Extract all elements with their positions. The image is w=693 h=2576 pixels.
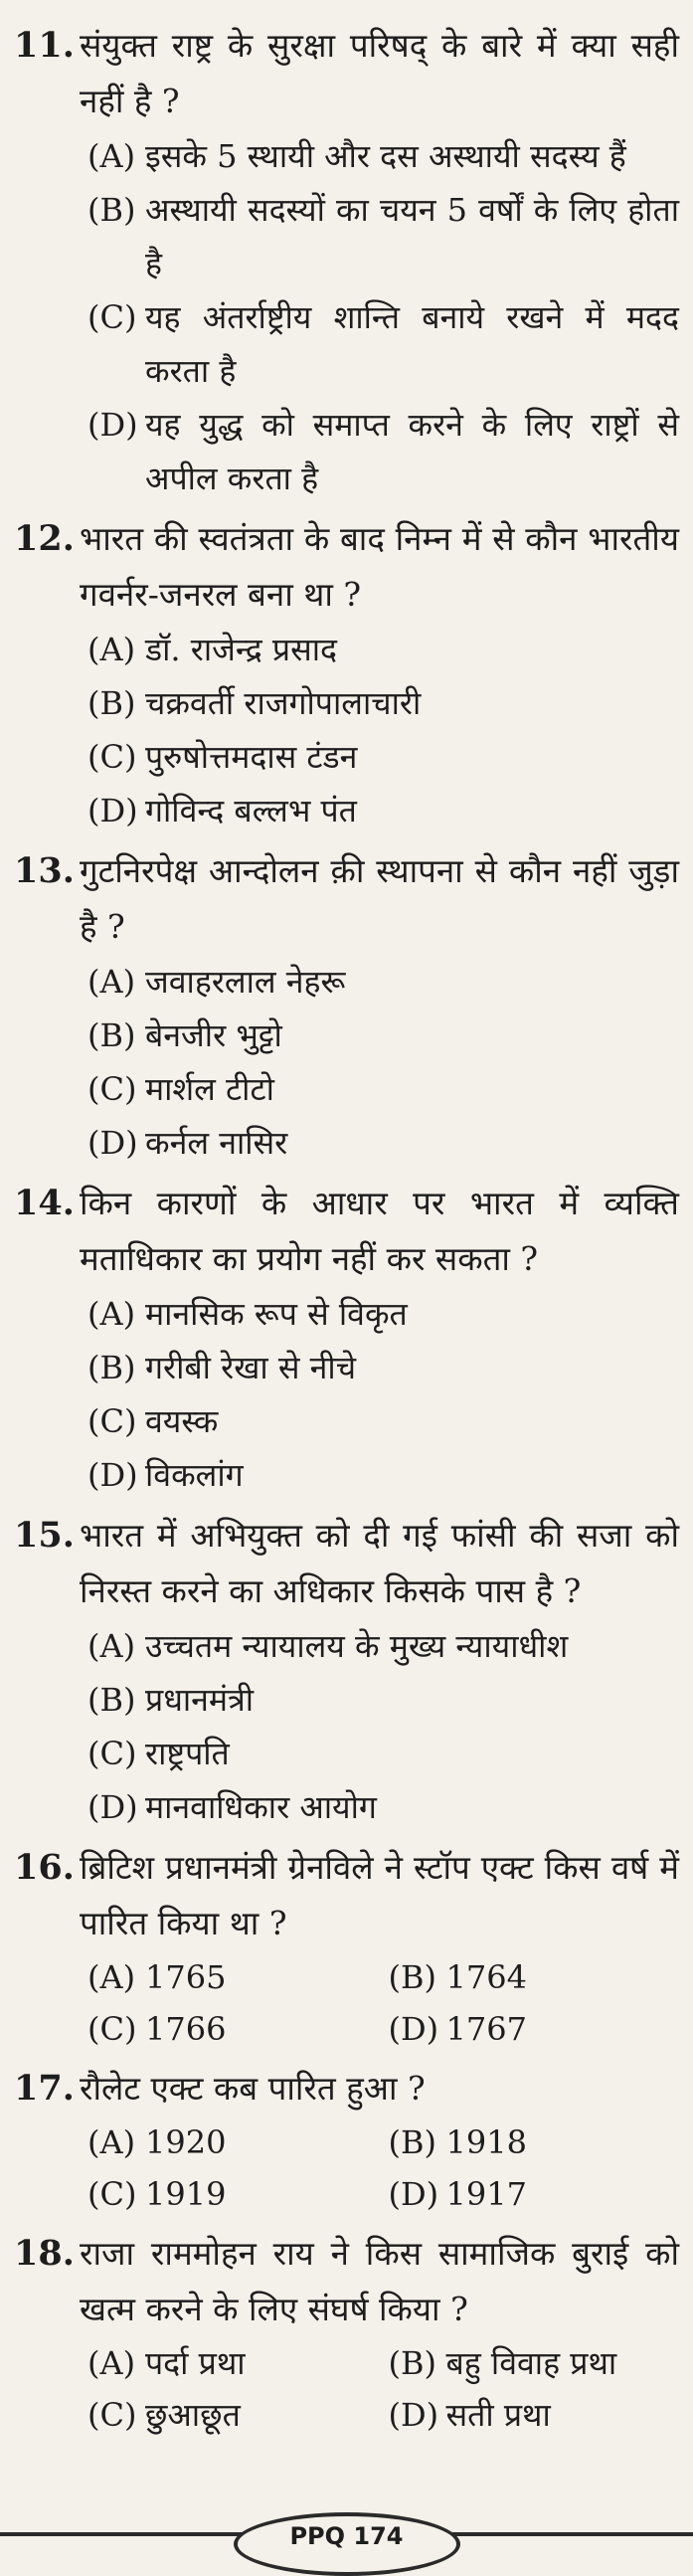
question-number: 18. xyxy=(14,2233,75,2274)
option-list xyxy=(80,1287,679,1502)
option-d[interactable] xyxy=(87,1116,679,1170)
option-d[interactable] xyxy=(87,784,679,837)
option-list xyxy=(80,129,679,505)
option-letter: (D) xyxy=(388,2010,439,2048)
option-a[interactable] xyxy=(87,1287,679,1341)
option-text: यह अंतर्राष्ट्रीय शान्ति बनाये रखने में मदद करता है xyxy=(145,298,679,390)
question-number: 14. xyxy=(14,1183,75,1223)
option-text: 1765 xyxy=(145,1958,227,1996)
option-letter: (B) xyxy=(87,1681,136,1719)
question-text: भारत की स्वतंत्रता के बाद निम्न में से कौन भारतीय गवर्नर-जनरल बना था ? xyxy=(80,519,679,614)
option-b[interactable] xyxy=(87,1009,679,1062)
question-text: गुटनिरपेक्ष आन्दोलन क़ी स्थापना से कौन नहीं जुड़ा है ? xyxy=(80,851,679,946)
option-text: 1766 xyxy=(145,2010,227,2048)
question-13 xyxy=(10,843,679,1170)
option-letter: (D) xyxy=(388,2396,439,2434)
option-text: 1767 xyxy=(445,2010,527,2048)
option-list xyxy=(80,955,679,1170)
option-letter: (D) xyxy=(87,1124,138,1162)
option-b[interactable] xyxy=(87,1341,679,1394)
option-d[interactable] xyxy=(87,1448,679,1502)
page-badge: PPQ 174 xyxy=(234,2512,460,2576)
option-text: 1764 xyxy=(445,1958,527,1996)
option-text: सती प्रथा xyxy=(445,2396,551,2434)
option-text: यह युद्ध को समाप्त करने के लिए राष्ट्रों से अपील करता है xyxy=(145,406,679,497)
option-text: बहु विवाह प्रथा xyxy=(445,2344,617,2382)
option-text: जवाहरलाल नेहरू xyxy=(145,963,346,1001)
option-letter: (C) xyxy=(87,2175,137,2213)
option-letter: (B) xyxy=(87,1349,136,1386)
option-d[interactable] xyxy=(87,1780,679,1834)
option-c[interactable] xyxy=(87,730,679,784)
option-letter: (D) xyxy=(388,2175,439,2213)
question-12 xyxy=(10,511,679,837)
option-text: पर्दा प्रथा xyxy=(145,2344,246,2382)
option-letter: (A) xyxy=(87,1295,136,1333)
option-letter: (C) xyxy=(87,1735,137,1772)
option-text: इसके 5 स्थायी और दस अस्थायी सदस्य हैं xyxy=(145,137,626,175)
option-d[interactable] xyxy=(87,398,679,505)
option-c[interactable] xyxy=(87,1727,679,1780)
option-text: मानसिक रूप से विकृत xyxy=(145,1295,408,1333)
option-letter: (D) xyxy=(87,1456,138,1494)
question-number: 12. xyxy=(14,518,75,559)
option-b[interactable] xyxy=(389,2337,680,2389)
option-letter: (C) xyxy=(87,1070,137,1108)
question-14 xyxy=(10,1176,679,1502)
option-text: छुआछूत xyxy=(145,2396,241,2434)
option-letter: (B) xyxy=(87,191,136,229)
option-c[interactable] xyxy=(87,2003,379,2055)
option-text: राष्ट्रपति xyxy=(145,1735,230,1772)
option-text: अस्थायी सदस्यों का चयन 5 वर्षों के लिए होता है xyxy=(145,191,679,282)
option-text: पुरुषोत्तमदास टंडन xyxy=(145,738,358,776)
option-letter: (A) xyxy=(87,963,136,1001)
option-letter: (C) xyxy=(87,738,137,776)
option-letter: (C) xyxy=(87,1402,137,1440)
option-text: विकलांग xyxy=(145,1456,244,1494)
option-a[interactable] xyxy=(87,1951,379,2003)
option-grid xyxy=(80,2337,679,2441)
option-letter: (D) xyxy=(87,406,138,444)
question-number: 17. xyxy=(14,2068,75,2109)
question-text: संयुक्त राष्ट्र के सुरक्षा परिषद् के बारे में क्या सही नहीं है ? xyxy=(80,26,679,120)
question-text: राजा राममोहन राय ने किस सामाजिक बुराई को खत्म करने के लिए संघर्ष किया ? xyxy=(80,2234,679,2328)
option-a[interactable] xyxy=(87,1619,679,1673)
question-number: 15. xyxy=(14,1515,75,1556)
option-d[interactable] xyxy=(389,2003,680,2055)
option-b[interactable] xyxy=(87,183,679,290)
question-number: 16. xyxy=(14,1847,75,1888)
option-text: बेनजीर भुट्टो xyxy=(145,1016,282,1054)
option-letter: (D) xyxy=(87,792,138,829)
option-c[interactable] xyxy=(87,2168,379,2220)
option-letter: (C) xyxy=(87,2010,137,2048)
option-text: 1917 xyxy=(445,2175,527,2213)
question-16 xyxy=(10,1840,679,2055)
question-17 xyxy=(10,2061,679,2220)
option-letter: (A) xyxy=(87,2123,136,2161)
option-text: डॉ. राजेन्द्र प्रसाद xyxy=(145,631,338,668)
question-text: भारत में अभियुक्त को दी गई फांसी की सजा को निरस्त करने का अधिकार किसके पास है ? xyxy=(80,1516,679,1610)
option-letter: (C) xyxy=(87,2396,137,2434)
option-text: मार्शल टीटो xyxy=(145,1070,274,1108)
question-number: 13. xyxy=(14,850,75,891)
option-b[interactable] xyxy=(389,2116,680,2168)
option-a[interactable] xyxy=(87,623,679,676)
question-number: 11. xyxy=(14,25,75,66)
question-text: रौलेट एक्ट कब पारित हुआ ? xyxy=(80,2069,426,2108)
option-letter: (B) xyxy=(388,1958,436,1996)
option-letter: (B) xyxy=(87,684,136,722)
option-text: प्रधानमंत्री xyxy=(145,1681,255,1719)
option-text: 1918 xyxy=(445,2123,527,2161)
option-c[interactable] xyxy=(87,1394,679,1448)
option-list xyxy=(80,1619,679,1834)
option-text: कर्नल नासिर xyxy=(145,1124,288,1162)
option-text: उच्चतम न्यायालय के मुख्य न्यायाधीश xyxy=(145,1627,569,1665)
page-footer xyxy=(0,2506,693,2550)
option-text: 1920 xyxy=(145,2123,227,2161)
question-text: किन कारणों के आधार पर भारत में व्यक्ति मताधिकार का प्रयोग नहीं कर सकता ? xyxy=(80,1184,679,1278)
option-list xyxy=(80,623,679,837)
option-grid xyxy=(80,1951,679,2055)
option-text: 1919 xyxy=(145,2175,227,2213)
option-d[interactable] xyxy=(389,2168,680,2220)
option-letter: (B) xyxy=(87,1016,136,1054)
option-letter: (B) xyxy=(388,2344,436,2382)
option-letter: (B) xyxy=(388,2123,436,2161)
option-b[interactable] xyxy=(87,676,679,730)
option-c[interactable] xyxy=(87,2389,379,2441)
option-a[interactable] xyxy=(87,2337,379,2389)
option-text: वयस्क xyxy=(145,1402,219,1440)
question-text: ब्रिटिश प्रधानमंत्री ग्रेनविले ने स्टॉप एक्ट किस वर्ष में पारित किया था ? xyxy=(80,1848,679,1942)
option-letter: (A) xyxy=(87,1627,136,1665)
option-b[interactable] xyxy=(87,1673,679,1727)
option-text: गोविन्द बल्लभ पंत xyxy=(145,792,357,829)
option-d[interactable] xyxy=(389,2389,680,2441)
option-letter: (D) xyxy=(87,1788,138,1826)
option-a[interactable] xyxy=(87,2116,379,2168)
option-text: गरीबी रेखा से नीचे xyxy=(145,1349,357,1386)
option-b[interactable] xyxy=(389,1951,680,2003)
option-letter: (A) xyxy=(87,1958,136,1996)
question-15 xyxy=(10,1508,679,1834)
option-text: चक्रवर्ती राजगोपालाचारी xyxy=(145,684,422,722)
option-letter: (C) xyxy=(87,298,137,336)
option-letter: (A) xyxy=(87,631,136,668)
option-a[interactable] xyxy=(87,955,679,1009)
question-18 xyxy=(10,2226,679,2441)
option-c[interactable] xyxy=(87,1062,679,1116)
option-a[interactable] xyxy=(87,129,679,183)
option-letter: (A) xyxy=(87,137,136,175)
option-grid xyxy=(80,2116,679,2220)
option-text: मानवाधिकार आयोग xyxy=(145,1788,377,1826)
question-11 xyxy=(10,18,679,505)
option-letter: (A) xyxy=(87,2344,136,2382)
option-c[interactable] xyxy=(87,290,679,398)
